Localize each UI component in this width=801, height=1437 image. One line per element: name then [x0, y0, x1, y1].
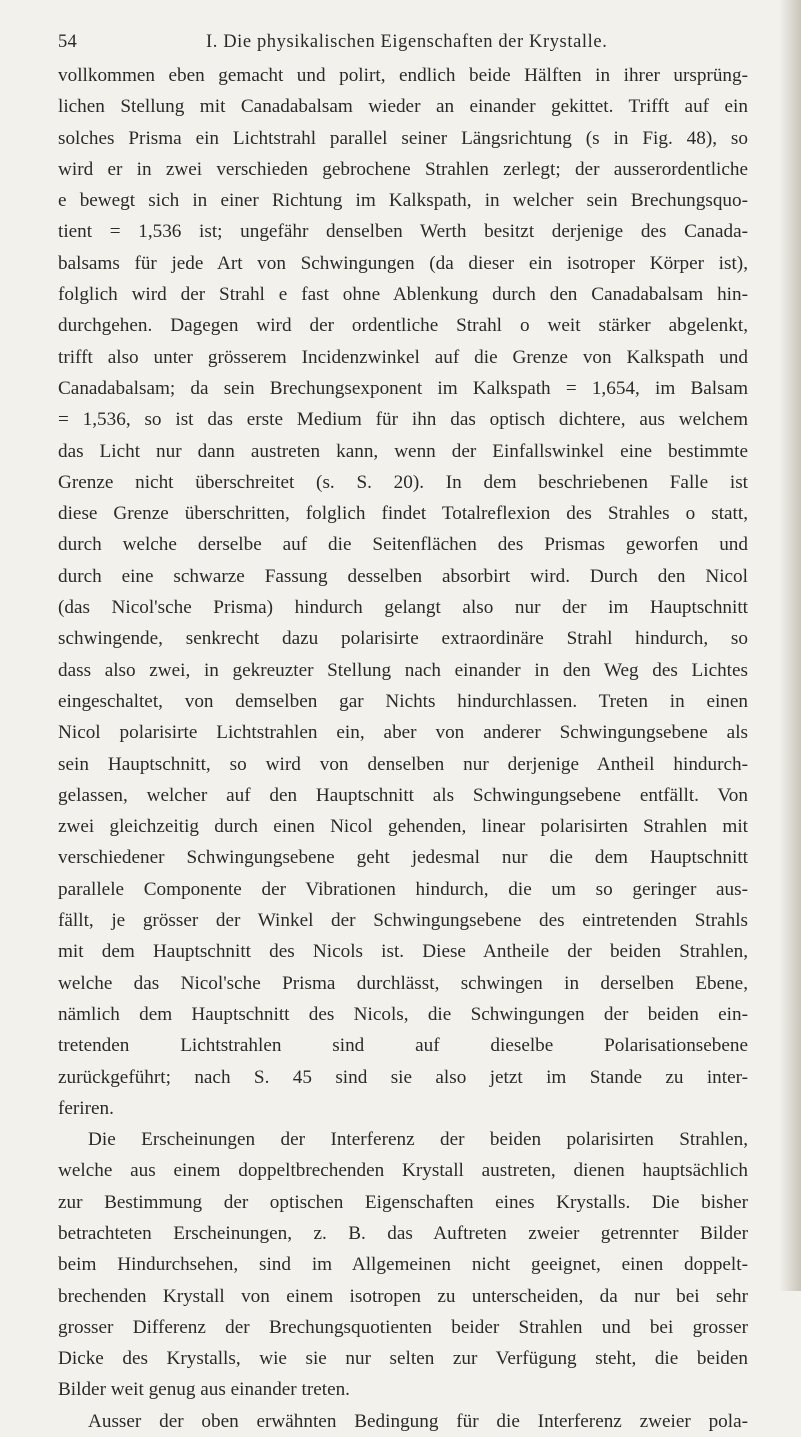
text-line: das Licht nur dann austreten kann, wenn der Einfallswinkel eine bestimmte [58, 440, 748, 462]
text-line: sein Hauptschnitt, so wird von denselben nur derjenige Antheil hindurch- [58, 753, 748, 775]
page-number: 54 [58, 32, 78, 52]
text-line: vollkommen eben gemacht und polirt, endlich beide Hälften in ihrer ursprüng- [58, 65, 748, 86]
text-line: Die Erscheinungen der Interferenz der beiden polarisirten Strahlen, [88, 1129, 748, 1151]
text-line: brechenden Krystall von einem isotropen zu unterscheiden, da nur bei sehr [58, 1285, 748, 1307]
text-line: zurückgeführt; nach S. 45 sind sie also jetzt im Stande zu inter- [58, 1066, 748, 1088]
text-line: schwingende, senkrecht dazu polarisirte extraordinäre Strahl hindurch, so [58, 628, 748, 650]
text-line: Nicol polarisirte Lichtstrahlen ein, aber von anderer Schwingungsebene als [58, 722, 748, 744]
text-line: = 1,536, so ist das erste Medium für ihn das optisch dichtere, aus welchem [58, 409, 748, 431]
text-line: zur Bestimmung der optischen Eigenschaften eines Krystalls. Die bisher [58, 1191, 748, 1213]
body-text [58, 60, 748, 1437]
text-line: nämlich dem Hauptschnitt des Nicols, die Schwingungen der beiden ein- [58, 1003, 748, 1025]
text-line: (das Nicol'sche Prisma) hindurch gelangt also nur der im Hauptschnitt [58, 597, 748, 619]
text-line: mit dem Hauptschnitt des Nicols ist. Diese Antheile der beiden Strahlen, [58, 941, 748, 963]
text-line: grosser Differenz der Brechungsquotienten beider Strahlen und bei grosser [58, 1316, 748, 1338]
text-line: lichen Stellung mit Canadabalsam wieder an einander gekittet. Trifft auf ein [58, 96, 748, 118]
text-line: verschiedener Schwingungsebene geht jedesmal nur die dem Hauptschnitt [58, 847, 748, 869]
text-line: durchgehen. Dagegen wird der ordentliche Strahl o weit stärker abgelenkt, [58, 315, 748, 337]
text-line: tient = 1,536 ist; ungefähr denselben Werth besitzt derjenige des Canada- [58, 221, 748, 243]
text-line: balsams für jede Art von Schwingungen (da dieser ein isotroper Körper ist), [58, 252, 748, 274]
text-line: feriren. [58, 1097, 114, 1119]
text-line: durch eine schwarze Fassung desselben absorbirt wird. Durch den Nicol [58, 565, 748, 587]
page-edge-shadow [779, 0, 801, 1291]
text-line: Grenze nicht überschreitet (s. S. 20). In dem beschriebenen Falle ist [58, 471, 748, 493]
text-line: Dicke des Krystalls, wie sie nur selten zur Verfügung steht, die beiden [58, 1348, 748, 1370]
text-line: tretenden Lichtstrahlen sind auf dieselbe Polarisationsebene [58, 1035, 748, 1057]
text-line: fällt, je grösser der Winkel der Schwingungsebene des eintretenden Strahls [58, 910, 748, 932]
text-line: beim Hindurchsehen, sind im Allgemeinen nicht geeignet, einen doppelt- [58, 1254, 748, 1276]
text-line: Canadabalsam; da sein Brechungsexponent im Kalkspath = 1,654, im Balsam [58, 377, 748, 399]
text-line: welche aus einem doppeltbrechenden Krystall austreten, dienen hauptsächlich [58, 1160, 748, 1182]
text-line: Bilder weit genug aus einander treten. [58, 1379, 350, 1401]
text-line: dass also zwei, in gekreuzter Stellung nach einander in den Weg des Lichtes [58, 659, 748, 681]
text-line: betrachteten Erscheinungen, z. B. das Auftreten zweier getrennter Bilder [58, 1222, 748, 1244]
text-line: wird er in zwei verschieden gebrochene Strahlen zerlegt; der ausserordentliche [58, 158, 748, 180]
text-line: solches Prisma ein Lichtstrahl parallel seiner Längsrichtung (s in Fig. 48), so [58, 127, 748, 149]
text-line: durch welche derselbe auf die Seitenflächen des Prismas geworfen und [58, 534, 748, 556]
text-line: folglich wird der Strahl e fast ohne Ablenkung durch den Canadabalsam hin- [58, 284, 748, 306]
text-line: e bewegt sich in einer Richtung im Kalkspath, in welcher sein Brechungsquo- [58, 190, 748, 212]
page-header [40, 26, 740, 54]
text-line: trifft also unter grösserem Incidenzwinkel auf die Grenze von Kalkspath und [58, 346, 748, 368]
text-line: diese Grenze überschritten, folglich findet Totalreflexion des Strahles o statt, [58, 503, 748, 525]
text-line: Ausser der oben erwähnten Bedingung für die Interferenz zweier pola- [88, 1410, 748, 1432]
running-title: I. Die physikalischen Eigenschaften der Krystalle. [206, 32, 608, 52]
text-line: parallele Componente der Vibrationen hindurch, die um so geringer aus- [58, 878, 748, 900]
text-line: zwei gleichzeitig durch einen Nicol gehenden, linear polarisirten Strahlen mit [58, 816, 748, 838]
text-line: eingeschaltet, von demselben gar Nichts hindurchlassen. Treten in einen [58, 690, 748, 712]
text-line: welche das Nicol'sche Prisma durchlässt, schwingen in derselben Ebene, [58, 972, 748, 994]
text-line: gelassen, welcher auf den Hauptschnitt als Schwingungsebene entfällt. Von [58, 784, 748, 806]
